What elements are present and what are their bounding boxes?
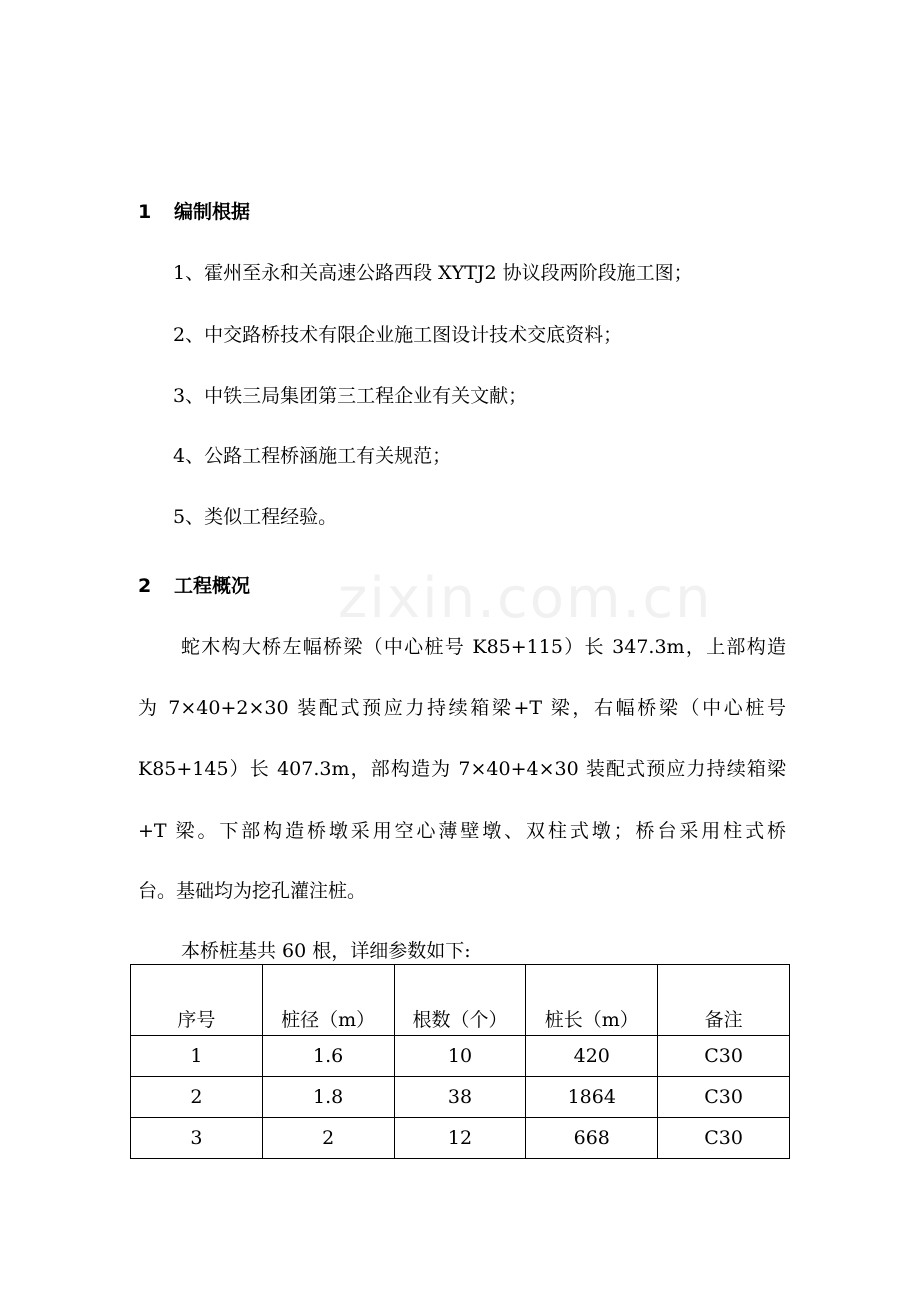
section-1-number: 1 [138,201,152,223]
basis-item-1: 1、霍州至永和关高速公路西段 XYTJ2 协议段两阶段施工图； [173,262,693,284]
basis-item-2: 2、中交路桥技术有限企业施工图设计技术交底资料； [173,324,623,346]
section-1-title: 编制根据 [174,201,251,223]
overview-line-2: 为 7×40+2×30 装配式预应力持续箱梁+T 梁，右幅桥梁（中心桩号 [138,697,786,719]
cell-diameter: 1.8 [262,1077,394,1118]
cell-remark: C30 [658,1118,790,1159]
table-row [131,1118,790,1159]
table-row [131,1036,790,1077]
header-remark: 备注 [658,965,790,1036]
cell-remark: C30 [658,1036,790,1077]
section-2-title: 工程概况 [174,575,251,597]
cell-length: 668 [526,1118,658,1159]
overview-line-5: 台。基础均为挖孔灌注桩。 [138,880,367,902]
pile-parameter-table [130,964,790,1159]
cell-count: 12 [394,1118,526,1159]
basis-item-3: 3、中铁三局集团第三工程企业有关文献； [173,385,528,407]
overview-line-4: +T 梁。下部构造桥墩采用空心薄壁墩、双柱式墩；桥台采用柱式桥 [138,820,786,842]
pile-intro: 本桥桩基共 60 根，详细参数如下: [181,940,471,962]
cell-diameter: 2 [262,1118,394,1159]
cell-count: 10 [394,1036,526,1077]
watermark: zixin.com.cn [338,566,713,631]
cell-length: 1864 [526,1077,658,1118]
table-header-row [131,965,790,1036]
header-diameter: 桩径（m） [262,965,394,1036]
section-1-heading [138,197,250,224]
cell-count: 38 [394,1077,526,1118]
section-2-number: 2 [138,575,152,597]
section-2-heading [138,571,250,598]
cell-length: 420 [526,1036,658,1077]
header-length: 桩长（m） [526,965,658,1036]
overview-line-1: 蛇木构大桥左幅桥梁（中心桩号 K85+115）长 347.3m，上部构造 [181,636,786,658]
header-count: 根数（个） [394,965,526,1036]
table-row [131,1077,790,1118]
header-serial: 序号 [131,965,263,1036]
basis-item-5: 5、类似工程经验。 [173,506,338,528]
cell-serial: 1 [131,1036,263,1077]
cell-serial: 3 [131,1118,263,1159]
overview-line-3: K85+145）长 407.3m，部构造为 7×40+4×30 装配式预应力持续箱梁 [138,758,786,780]
cell-remark: C30 [658,1077,790,1118]
cell-diameter: 1.6 [262,1036,394,1077]
cell-serial: 2 [131,1077,263,1118]
basis-item-4: 4、公路工程桥涵施工有关规范； [173,445,452,467]
